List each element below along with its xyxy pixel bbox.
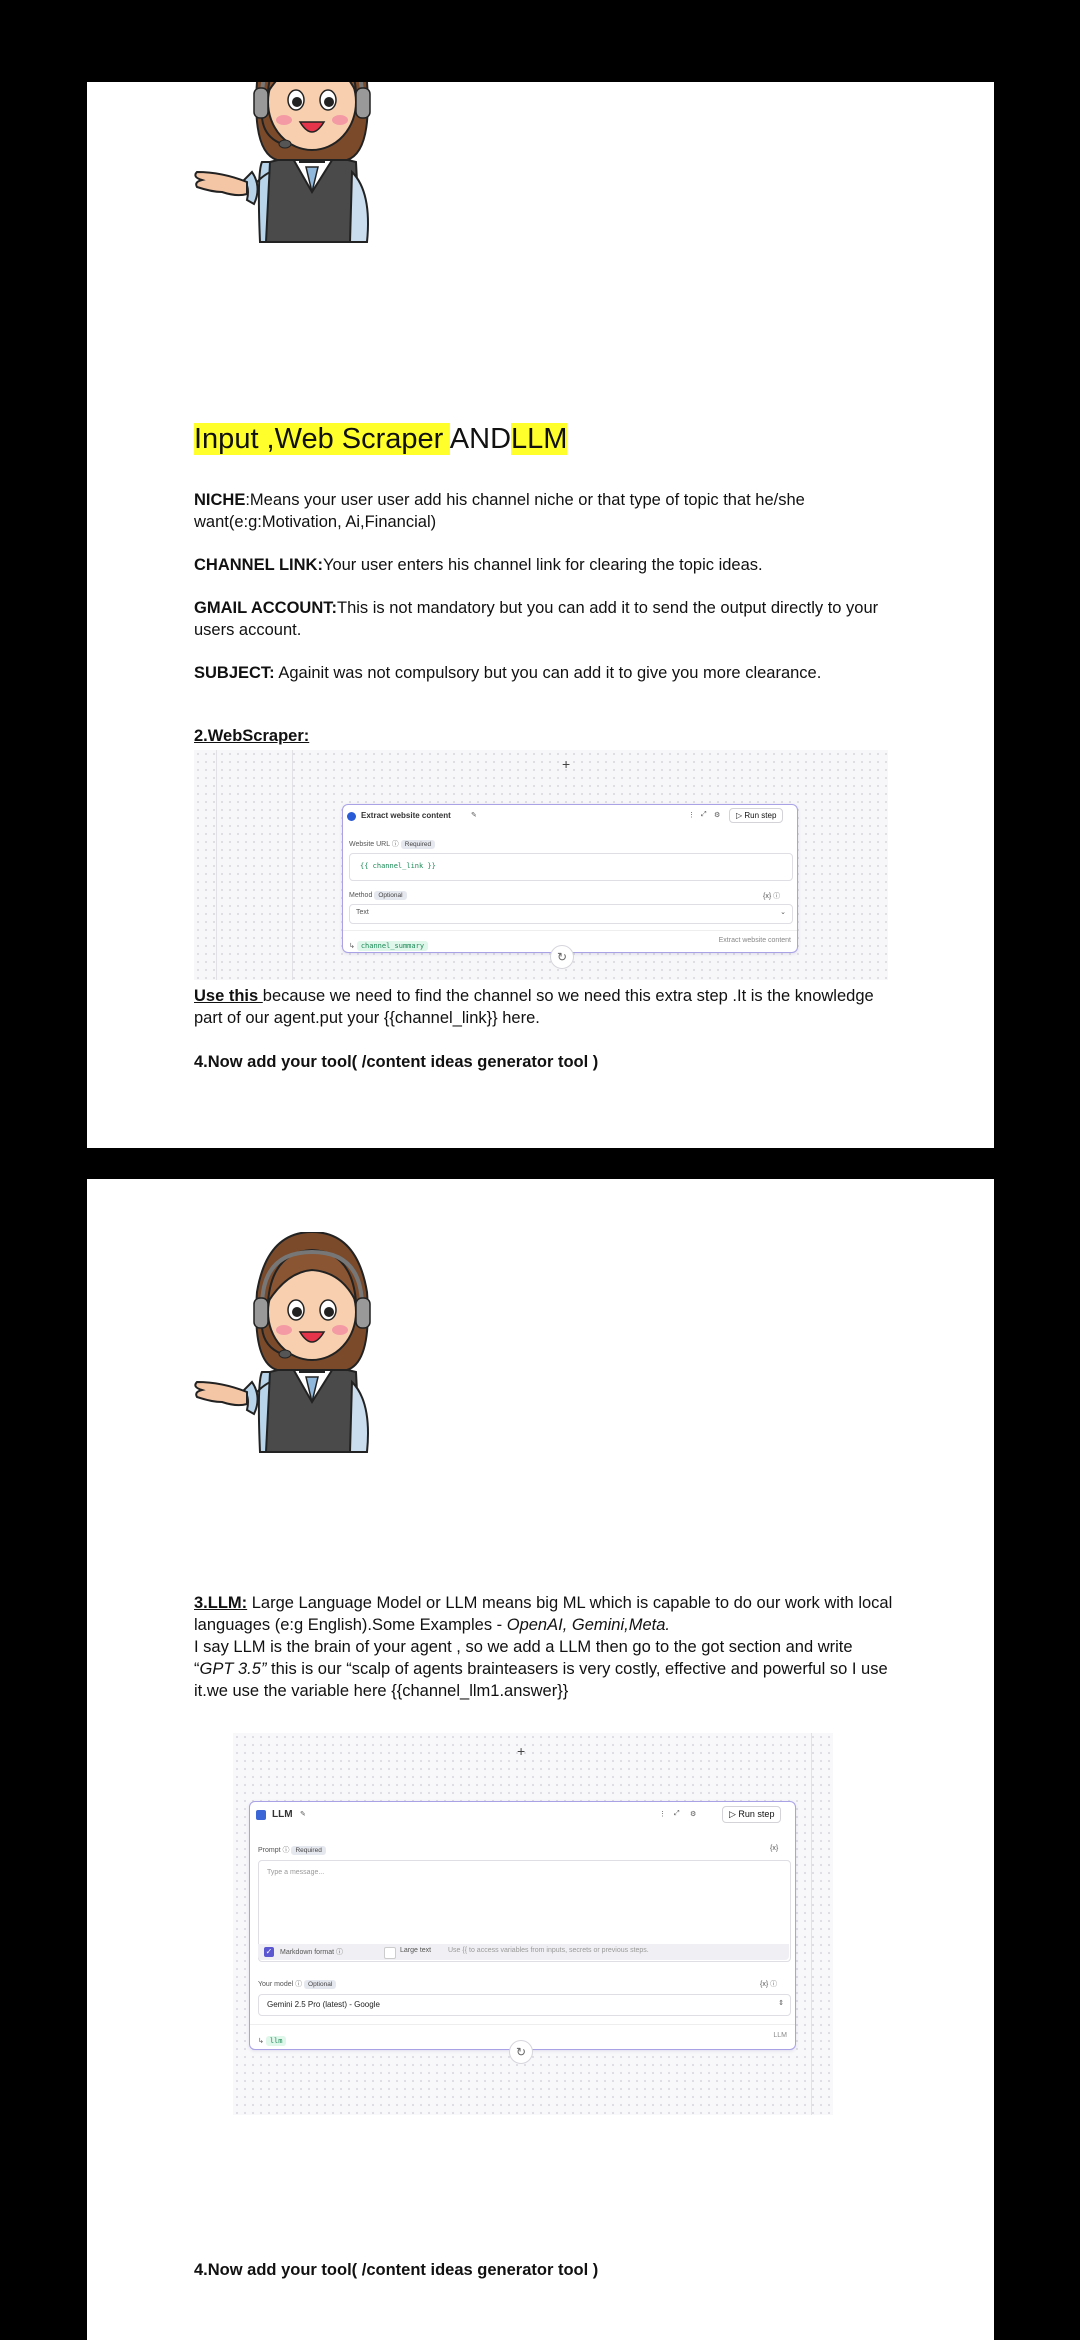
- prompt-textarea[interactable]: Type a message...: [258, 1860, 791, 1962]
- title-part-3: LLM: [511, 423, 568, 455]
- markdown-label: Markdown format ⓘ: [280, 1949, 344, 1956]
- title-part-2: AND: [449, 423, 512, 455]
- prompt-label: Prompt ⓘ Required: [258, 1845, 326, 1855]
- llm-paragraph-2: I say LLM is the brain of your agent , so we add a LLM then go to the got section and write “GPT 3.5” this is our “scalp of agents brainteasers is very costly, effective and powerful so I use it.we use the variable here {{channel_llm1.answer}}: [194, 1638, 888, 1700]
- card-title: LLM: [272, 1809, 293, 1820]
- large-text-label: Large text: [400, 1947, 432, 1954]
- title-part-1: Input ,Web Scraper: [194, 423, 450, 455]
- model-select[interactable]: Gemini 2.5 Pro (latest) - Google ⇕: [258, 1994, 791, 2016]
- llm-examples: OpenAI, Gemini,Meta.: [506, 1616, 670, 1634]
- select-arrows-icon: ⇕: [778, 2000, 784, 2007]
- llm-icon: [256, 1810, 266, 1820]
- llm-screenshot: [233, 1733, 833, 2115]
- edit-pencil-icon[interactable]: ✎: [471, 812, 477, 819]
- support-agent-illustration: [192, 1232, 382, 1472]
- add-step-plus[interactable]: +: [517, 1743, 526, 1759]
- run-step-button[interactable]: ▷ Run step: [729, 808, 783, 823]
- webscraper-screenshot: [194, 750, 888, 980]
- section-title: [194, 421, 567, 457]
- document-page-2: [87, 1179, 994, 2340]
- document-page-1: [87, 82, 994, 1148]
- card-footer-label: Extract website content: [718, 937, 791, 944]
- gmail-paragraph: [194, 597, 894, 641]
- niche-label: NICHE: [194, 491, 246, 509]
- extract-website-card: [342, 804, 798, 953]
- prompt-options-bar: [258, 1944, 789, 1960]
- website-url-label: Website URL ⓘ Required: [349, 839, 435, 849]
- settings-icon[interactable]: ⚙: [690, 1811, 697, 1818]
- support-agent-illustration: [192, 82, 382, 262]
- llm-heading: 3.LLM:: [194, 1594, 248, 1612]
- use-this-paragraph: [194, 985, 894, 1029]
- add-step-plus[interactable]: +: [562, 756, 571, 772]
- webscraper-heading: 2.WebScraper:: [194, 727, 310, 745]
- niche-paragraph: [194, 489, 894, 533]
- expand-icon[interactable]: ⤢: [701, 811, 707, 818]
- variable-icon[interactable]: {x} ⓘ: [763, 893, 781, 900]
- large-text-checkbox[interactable]: [384, 1947, 396, 1959]
- use-this-link[interactable]: Use this: [194, 987, 263, 1005]
- method-select[interactable]: Text ⌄: [349, 904, 793, 924]
- globe-icon: [347, 812, 356, 821]
- prompt-hint: Use {{ to access variables from inputs, secrets or previous steps.: [448, 1947, 649, 1954]
- use-this-text: because we need to find the channel so we need this extra step .It is the knowledge part of our agent.put your {{channel_link}} here.: [194, 987, 874, 1027]
- gmail-text: This is not mandatory but you can add it to send the output directly to your users account.: [194, 599, 879, 639]
- channel-link-label: CHANNEL LINK:: [194, 556, 323, 574]
- llm-paragraph-1: 3.LLM: Large Language Model or LLM means big ML which is capable to do our work with local languages (e:g English).Some Examples - OpenAI, Gemini,Meta.: [194, 1594, 893, 1634]
- run-step-button[interactable]: ▷ Run step: [722, 1806, 781, 1823]
- llm-card: [249, 1801, 796, 2050]
- more-icon[interactable]: ⋮: [688, 812, 695, 819]
- settings-icon[interactable]: ⚙: [714, 812, 721, 819]
- channel-link-paragraph: [194, 554, 914, 576]
- output-variable: ↳ channel_summary: [349, 935, 428, 953]
- refresh-icon[interactable]: ↻: [509, 2040, 533, 2064]
- step-4-text: 4.Now add your tool( /content ideas generator tool ): [194, 2261, 599, 2279]
- website-url-field[interactable]: {{ channel_link }}: [349, 853, 793, 881]
- subject-text: Againit was not compulsory but you can add it to give you more clearance.: [274, 664, 822, 682]
- channel-link-text: Your user enters his channel link for clearing the topic ideas.: [322, 556, 763, 574]
- markdown-checkbox[interactable]: ✓: [265, 1947, 273, 1956]
- card-footer-label: LLM: [773, 2032, 787, 2039]
- gmail-label: GMAIL ACCOUNT:: [194, 599, 337, 617]
- output-variable: ↳ llm: [258, 2030, 286, 2048]
- expand-icon[interactable]: ⤢: [674, 1810, 680, 1817]
- model-label: Your model ⓘ Optional: [258, 1979, 336, 1989]
- subject-paragraph: [194, 662, 914, 684]
- edit-pencil-icon[interactable]: ✎: [300, 1811, 306, 1818]
- niche-text: :Means your user user add his channel niche or that type of topic that he/she want(e:g:Motivation, Ai,Financial): [194, 491, 805, 531]
- step-4-text: 4.Now add your tool( /content ideas generator tool ): [194, 1053, 599, 1071]
- method-label: Method Optional: [349, 891, 407, 900]
- more-icon[interactable]: ⋮: [659, 1811, 666, 1818]
- variable-icon[interactable]: {x}: [770, 1845, 779, 1852]
- subject-label: SUBJECT:: [194, 664, 275, 682]
- refresh-icon[interactable]: ↻: [550, 945, 574, 969]
- variable-icon[interactable]: {x} ⓘ: [760, 1981, 778, 1988]
- chevron-down-icon: ⌄: [780, 909, 786, 916]
- card-title: Extract website content: [361, 811, 451, 820]
